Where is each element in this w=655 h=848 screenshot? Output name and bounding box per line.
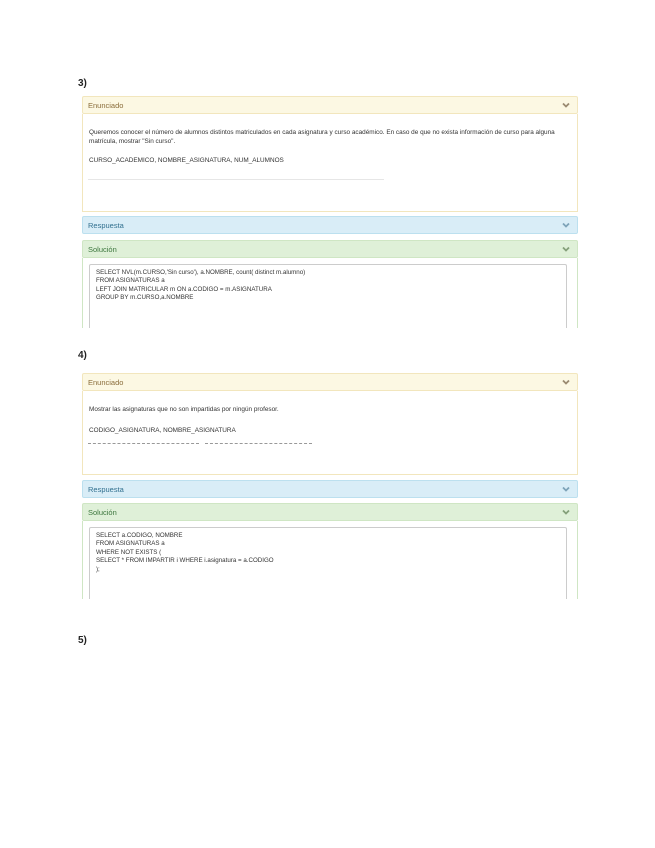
code-line: LEFT JOIN MATRICULAR m ON a.CODIGO = m.ASIGNATURA — [96, 285, 272, 293]
respuesta-panel-header[interactable] — [82, 216, 578, 234]
chevron-down-icon[interactable] — [561, 377, 571, 387]
divider — [88, 179, 384, 180]
result-columns: CURSO_ACADEMICO, NOMBRE_ASIGNATURA, NUM_ALUMNOS — [89, 157, 284, 164]
panel-title: Solución — [88, 244, 117, 254]
chevron-down-icon[interactable] — [561, 100, 571, 110]
code-line: ); — [96, 565, 100, 573]
chevron-down-icon[interactable] — [561, 220, 571, 230]
chevron-down-icon[interactable] — [561, 484, 571, 494]
question-number: 4) — [78, 350, 87, 361]
chevron-down-icon[interactable] — [561, 507, 571, 517]
panel-title: Enunciado — [88, 100, 124, 110]
question-statement: Queremos conocer el número de alumnos distintos matriculados en cada asignatura y curso académico. En caso de que no exista información de curso para alguna matrícula, mostrar "Sin curso". — [89, 129, 555, 145]
code-line: SELECT * FROM IMPARTIR i WHERE i.asignatura = a.CODIGO — [96, 557, 274, 565]
code-line: SELECT NVL(m.CURSO,'Sin curso'), a.NOMBRE, count( distinct m.alumno) — [96, 269, 306, 276]
solution-code[interactable] — [89, 527, 567, 599]
enunciado-panel-body — [82, 391, 578, 475]
solution-code[interactable] — [89, 264, 567, 328]
chevron-down-icon[interactable] — [561, 244, 571, 254]
divider — [88, 443, 199, 445]
enunciado-panel-header[interactable] — [82, 96, 578, 114]
panel-title: Respuesta — [88, 484, 124, 494]
solucion-panel-header[interactable] — [82, 240, 578, 258]
respuesta-panel-header[interactable] — [82, 480, 578, 498]
panel-title: Respuesta — [88, 220, 124, 230]
code-line: SELECT a.CODIGO, NOMBRE — [96, 532, 183, 539]
panel-title: Solución — [88, 507, 117, 517]
solucion-panel-body — [82, 521, 578, 599]
code-line: WHERE NOT EXISTS ( — [96, 548, 162, 556]
question-number: 3) — [78, 78, 87, 89]
question-statement: Mostrar las asignaturas que no son impartidas por ningún profesor. — [89, 406, 279, 413]
code-line: GROUP BY m.CURSO,a.NOMBRE — [96, 294, 194, 302]
enunciado-panel-body — [82, 114, 578, 212]
code-line: FROM ASIGNATURAS a — [96, 277, 165, 285]
enunciado-panel-header[interactable] — [82, 373, 578, 391]
divider — [205, 443, 312, 445]
code-line: FROM ASIGNATURAS a — [96, 540, 165, 548]
question-number: 5) — [78, 635, 87, 646]
result-columns: CODIGO_ASIGNATURA, NOMBRE_ASIGNATURA — [89, 427, 236, 434]
panel-title: Enunciado — [88, 377, 124, 387]
solucion-panel-body — [82, 258, 578, 328]
solucion-panel-header[interactable] — [82, 503, 578, 521]
